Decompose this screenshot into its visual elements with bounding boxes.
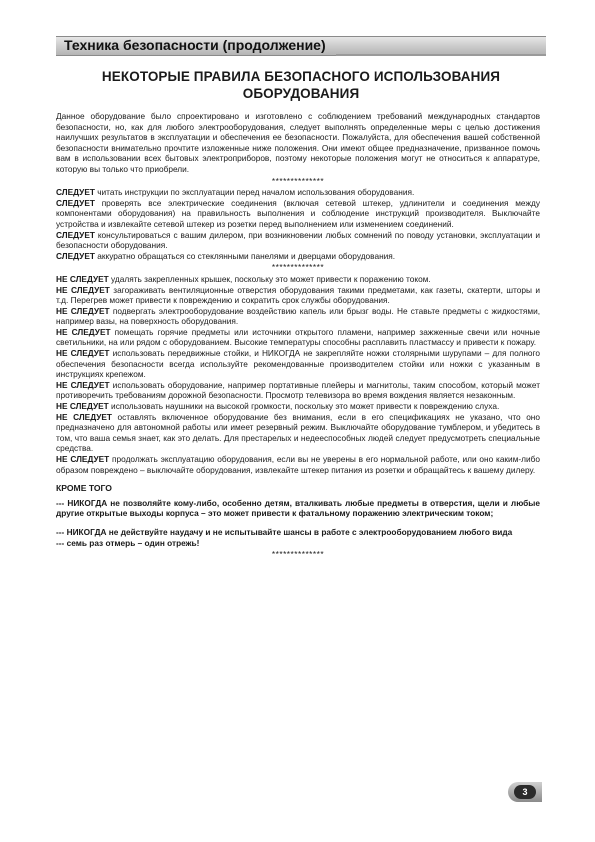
should-not-keyword: НЕ СЛЕДУЕТ bbox=[56, 273, 109, 284]
should-not-keyword: НЕ СЛЕДУЕТ bbox=[56, 326, 111, 337]
should-keyword: СЛЕДУЕТ bbox=[56, 229, 95, 240]
should-not-item bbox=[56, 412, 540, 454]
should-item bbox=[56, 251, 540, 262]
should-not-item bbox=[56, 327, 540, 348]
should-not-keyword: НЕ СЛЕДУЕТ bbox=[56, 454, 110, 464]
should-keyword: СЛЕДУЕТ bbox=[56, 197, 95, 208]
document-title bbox=[56, 68, 546, 102]
should-not-item bbox=[56, 306, 540, 327]
should-not-text: использовать наушники на высокой громкости, поскольку это может привести к повреждению слуха. bbox=[108, 401, 500, 412]
separator-2: ************** bbox=[271, 262, 325, 273]
should-text: аккуратно обращаться со стеклянными панелями и дверцами оборудования. bbox=[94, 250, 396, 261]
should-not-keyword: НЕ СЛЕДУЕТ bbox=[56, 379, 110, 390]
should-not-keyword: НЕ СЛЕДУЕТ bbox=[56, 284, 110, 295]
should-not-text: использовать оборудование, например портативные плейеры и магнитолы, таким способом, который может противоречить требованиям дорожной безопасности. Просмотр телевизора во время вождения является незаконным. bbox=[56, 379, 540, 401]
should-not-text: оставлять включенное оборудование без внимания, если в его спецификациях не указано, что оно предназначено для автономной работы или имеет резервный режим. Выключайте оборудование тумблером, и убедитесь в том, что ваша семья знает, как это делать. Для престарелых и недееспособных людей следует предусмотреть специальные средства. bbox=[56, 411, 541, 454]
should-not-text: подвергать электрооборудование воздействию капель или брызг воды. Не ставьте предметы с жидкостями, например вазы, на поверхность оборудования. bbox=[56, 305, 541, 327]
moreover-line-1: --- НИКОГДА не позволяйте кому-либо, особенно детям, вталкивать любые предметы в отверстия, щели и любые другие открытые выходы корпуса – это может привести к фатальному поражению электрическим током; bbox=[56, 497, 540, 519]
should-not-item bbox=[56, 348, 540, 380]
should-item bbox=[56, 230, 540, 251]
should-item bbox=[56, 198, 540, 230]
document-title-line-1: НЕКОТОРЫЕ ПРАВИЛА БЕЗОПАСНОГО ИСПОЛЬЗОВАНИЯ bbox=[101, 69, 501, 84]
should-text: проверять все электрические соединения (включая сетевой штекер, удлинители и соединения между компонентами оборудования) на правильность выполнения и соблюдение инструкций производителя. Выключайте устройства и извлекайте сетевой штекер из розетки перед выполнением или изменением соединений. bbox=[56, 197, 540, 229]
should-keyword: СЛЕДУЕТ bbox=[56, 250, 95, 261]
should-not-text: помещать горячие предметы или источники открытого пламени, например зажженные свечи или ночные светильники, на или рядом с оборудованием. Высокие температуры способны расплавить пластмассу и привести к пожару. bbox=[56, 326, 540, 348]
moreover-line-3: --- семь раз отмерь – один отрежь! bbox=[56, 537, 200, 548]
should-not-text: использовать передвижные стойки, и НИКОГДА не закрепляйте ножки столярными шурупами – для полного обеспечения безопасности всегда используйте рекомендованные производителем стойки или ножки с указанным в инструкциях крепежом. bbox=[56, 348, 540, 380]
should-not-item bbox=[56, 285, 540, 306]
moreover-heading: КРОМЕ ТОГО bbox=[56, 483, 112, 494]
should-not-keyword: НЕ СЛЕДУЕТ bbox=[56, 401, 109, 412]
should-not-text: загораживать вентиляционные отверстия оборудования такими предметами, как газеты, скатерти, шторы и т.д. Перегрев может привести к повреждению и сократить срок службы оборудования. bbox=[56, 284, 540, 306]
page-number: 3 bbox=[514, 785, 536, 799]
separator-1: ************** bbox=[271, 175, 325, 186]
should-not-item bbox=[56, 274, 540, 285]
document-body bbox=[56, 111, 540, 561]
should-not-keyword: НЕ СЛЕДУЕТ bbox=[56, 411, 112, 422]
section-header-title: Техника безопасности (продолжение) bbox=[64, 37, 326, 53]
should-item bbox=[56, 187, 540, 198]
should-text: читать инструкции по эксплуатации перед началом использования оборудования. bbox=[94, 187, 415, 198]
separator-3: ************** bbox=[271, 549, 325, 560]
document-title-line-2: ОБОРУДОВАНИЯ bbox=[242, 86, 360, 101]
intro-paragraph: Данное оборудование было спроектировано и изготовлено с соблюдением требований международных стандартов безопасности, но, как для любого электрооборудования, следует выполнять определенные меры с целью достижения наилучших результатов в эксплуатации и обеспечения ее безопасности. Пожалуйста, для обеспечения вашей собственной безопасности внимательно прочтите изложенные ниже положения. Они имеют общее предназначение, призванное помочь вам в использовании всех бытовых электроприборов, поэтому некоторые положения могут не относиться к аппаратуре, которую вы только что приобрели. bbox=[56, 111, 540, 174]
should-not-text: продолжать эксплуатацию оборудования, если вы не уверены в его нормальной работе, или оно каким-либо образом повреждено – выключайте оборудования, извлекайте штекер питания из розетки и обращайтесь к вашему дилеру. bbox=[56, 454, 541, 475]
should-text: консультироваться с вашим дилером, при возникновении любых сомнений по поводу установки, эксплуатации и безопасности оборудования. bbox=[56, 229, 540, 251]
should-not-item bbox=[56, 454, 540, 475]
should-keyword: СЛЕДУЕТ bbox=[56, 187, 95, 198]
should-not-item bbox=[56, 401, 540, 412]
moreover-line-2: --- НИКОГДА не действуйте наудачу и не испытывайте шансы в работе с электрооборудованием любого вида bbox=[56, 526, 513, 537]
should-not-text: удалять закрепленных крышек, поскольку это может привести к поражению током. bbox=[108, 273, 431, 284]
should-not-keyword: НЕ СЛЕДУЕТ bbox=[56, 305, 110, 316]
should-not-keyword: НЕ СЛЕДУЕТ bbox=[56, 348, 110, 359]
should-not-item bbox=[56, 380, 540, 401]
header-bar-underline bbox=[336, 54, 546, 56]
